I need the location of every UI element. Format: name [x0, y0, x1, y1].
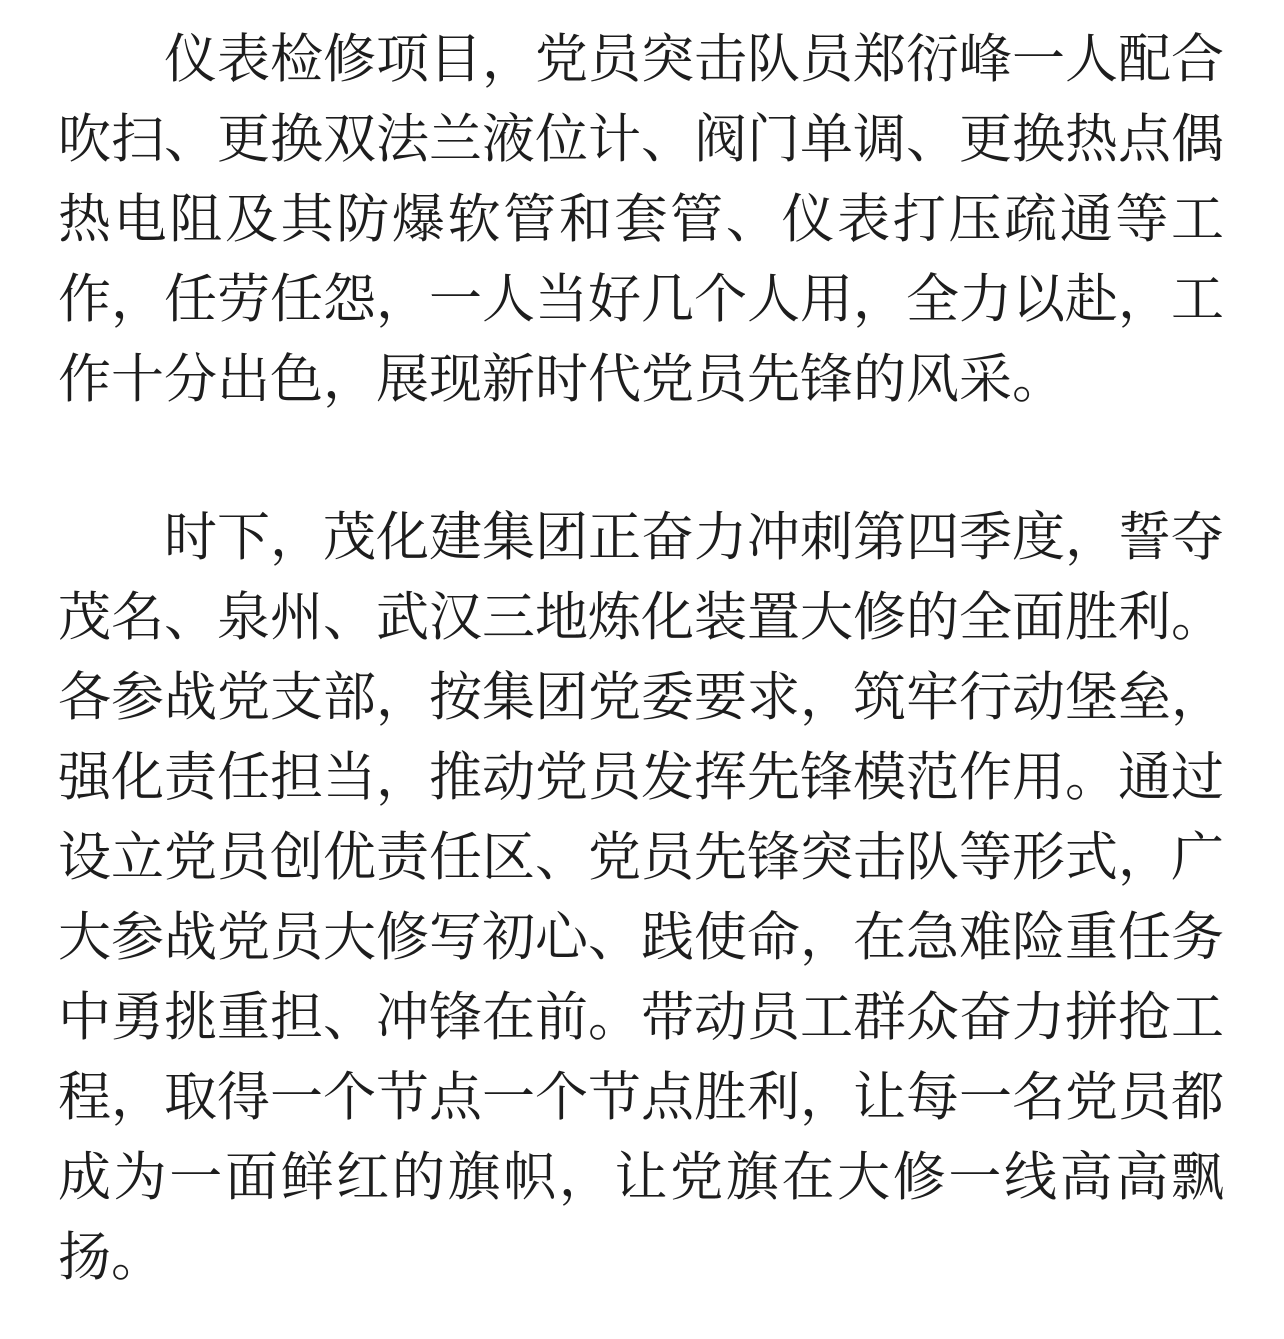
article-paragraph-1: 仪表检修项目，党员突击队员郑衍峰一人配合吹扫、更换双法兰液位计、阀门单调、更换热点偶热电阻及其防爆软管和套管、仪表打压疏通等工作，任劳任怨，一人当好几个人用，全力以赴，工作十分出色，展现新时代党员先锋的风采。	[58, 30, 1224, 409]
article-paragraph-2: 时下，茂化建集团正奋力冲刺第四季度，誓夺茂名、泉州、武汉三地炼化装置大修的全面胜利。各参战党支部，按集团党委要求，筑牢行动堡垒，强化责任担当，推动党员发挥先锋模范作用。通过设立党员创优责任区、党员先锋突击队等形式，广大参战党员大修写初心、践使命，在急难险重任务中勇挑重担、冲锋在前。带动员工群众奋力拼抢工程，取得一个节点一个节点胜利，让每一名党员都成为一面鲜红的旗帜，让党旗在大修一线高高飘扬。	[58, 508, 1224, 1287]
